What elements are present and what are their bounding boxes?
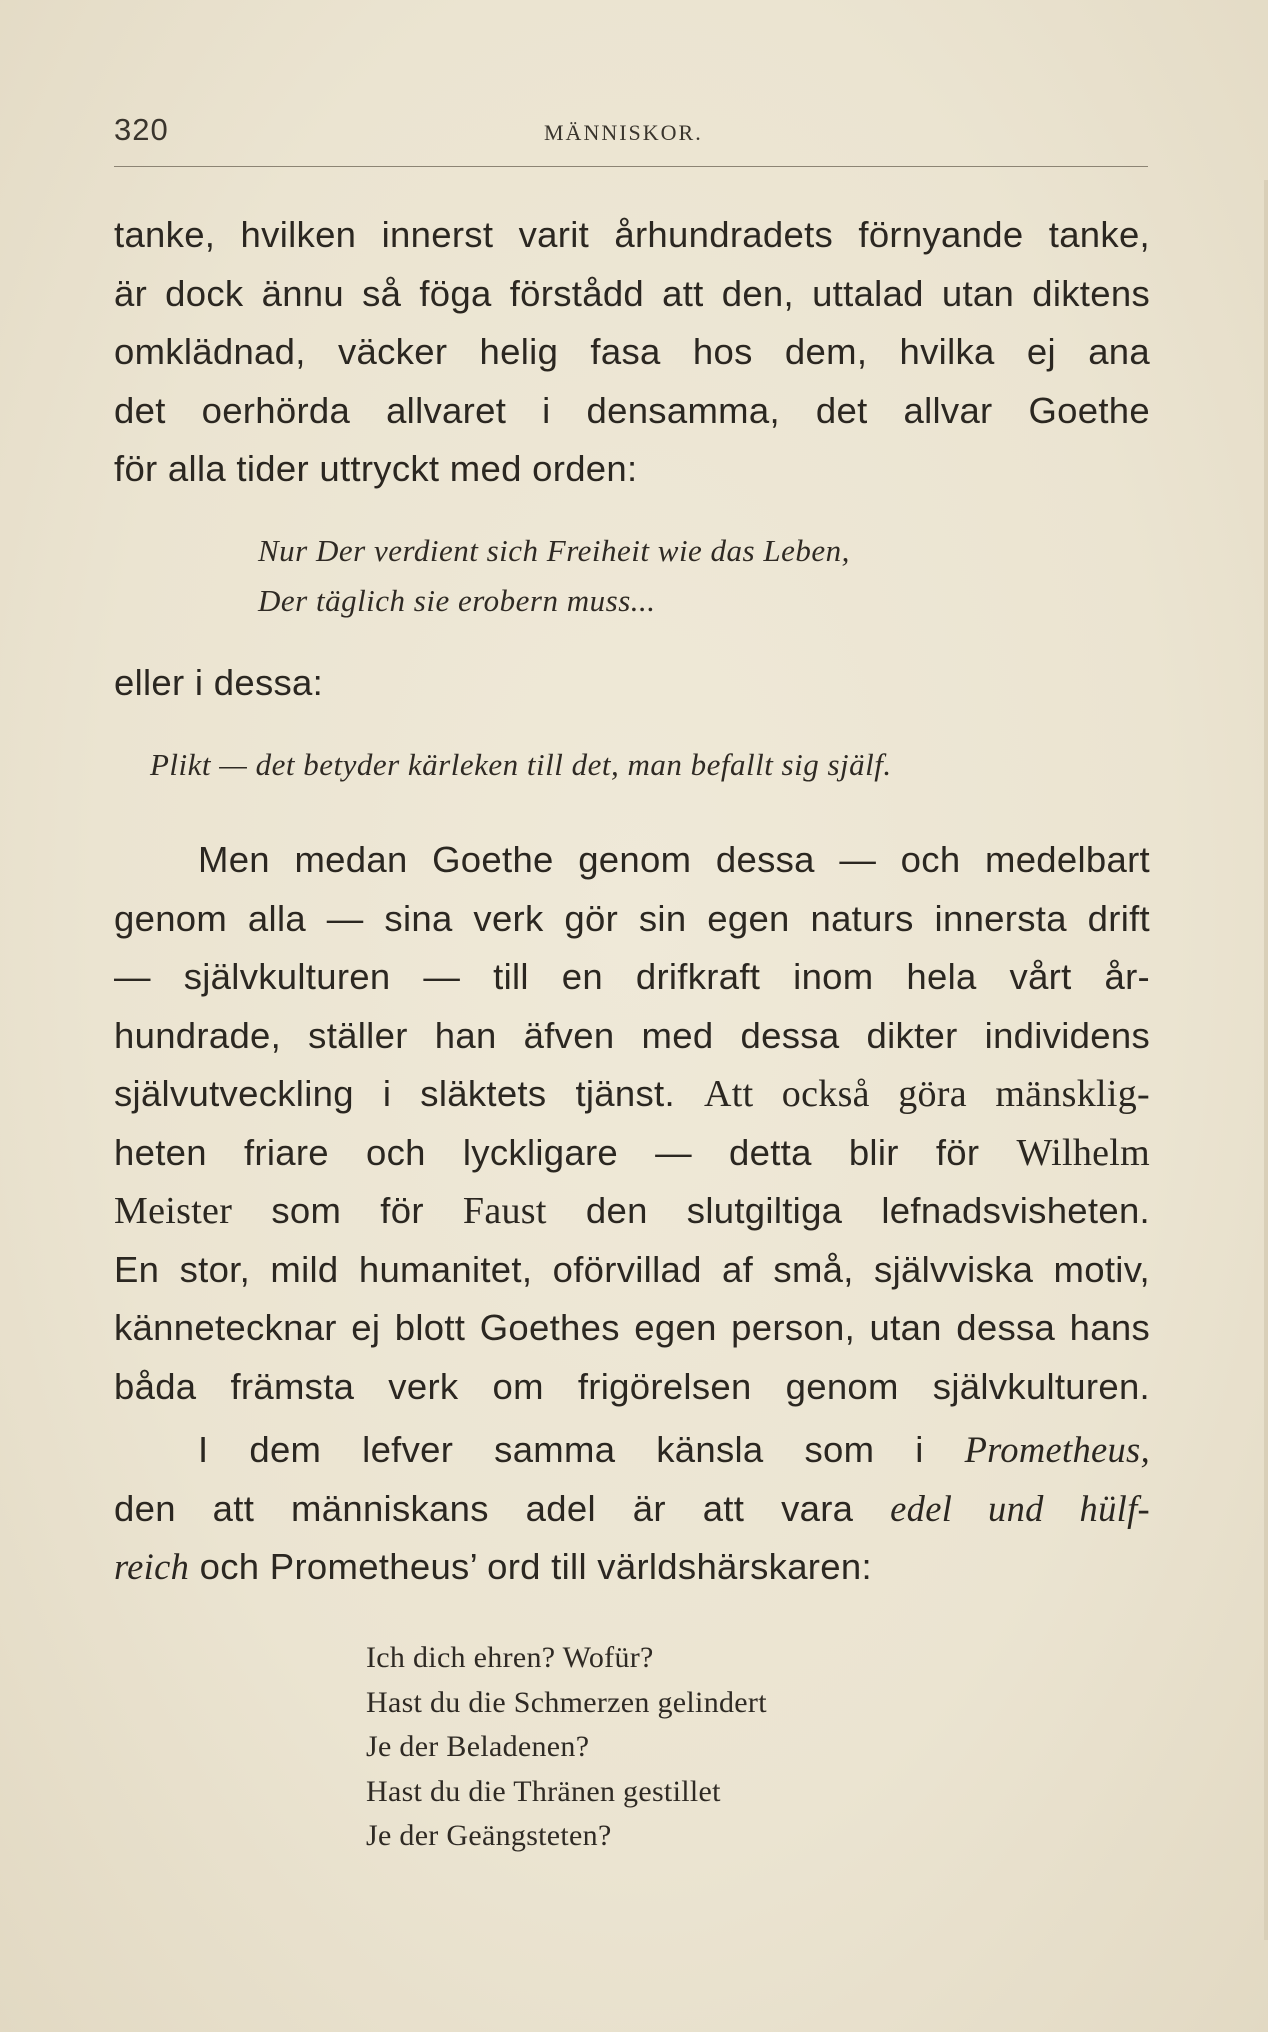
text-fragment: Att också göra mänsklig- — [703, 1073, 1150, 1115]
text-line: båda främsta verk om frigörelsen genom självkulturen. — [114, 1365, 1150, 1407]
running-head: MÄNNISKOR. — [544, 120, 703, 145]
quote-goethe-freiheit — [258, 526, 850, 626]
text-line: eller i dessa: — [114, 662, 324, 703]
poem-line: Je der Geängsteten? — [366, 1819, 612, 1852]
poem-line: Ich dich ehren? Wofür? — [366, 1641, 654, 1674]
text-line: En stor, mild humanitet, oförvillad af små, självviska motiv, — [114, 1248, 1150, 1290]
text-fragment: självutveckling i släktets tjänst. — [114, 1073, 675, 1114]
paragraph-2 — [114, 831, 1150, 1416]
text-line: omklädnad, väcker helig fasa hos dem, hvilka ej ana — [114, 331, 1150, 372]
text-fragment: som för — [271, 1190, 424, 1231]
italic-phrase: reich — [114, 1546, 190, 1587]
text-fragment: den slutgiltiga lefnadsvisheten. — [585, 1190, 1150, 1231]
text-fragment: heten friare och lyckligare — detta blir för — [114, 1131, 980, 1173]
page-number: 320 — [114, 112, 169, 147]
text-fragment: och Prometheus’ ord till världshärskaren: — [199, 1546, 872, 1587]
text-fragment: den att människans adel är att vara — [114, 1487, 854, 1529]
poem-line: Je der Beladenen? — [366, 1730, 590, 1763]
quote-line: Der täglich sie erobern muss... — [258, 583, 656, 618]
text-line — [114, 1538, 1150, 1597]
text-line — [114, 1182, 1150, 1241]
text-line: genom alla — sina verk gör sin egen naturs innersta drift — [114, 897, 1150, 939]
quote-line: Plikt — det betyder kärleken till det, man befallt sig själf. — [150, 747, 892, 782]
italic-phrase: edel und hülf- — [890, 1487, 1150, 1529]
faust-text: Faust — [462, 1190, 547, 1232]
text-line: — självkulturen — till en drifkraft inom hela vårt år- — [114, 956, 1150, 997]
paragraph-1 — [114, 206, 1150, 499]
text-fragment: I dem lefver samma känsla som i — [198, 1429, 924, 1470]
text-line: hundrade, ställer han äfven med dessa dikter individens — [114, 1014, 1150, 1056]
text-line: Men medan Goethe genom dessa — och medelbart — [198, 839, 1150, 880]
text-line: kännetecknar ej blott Goethes egen person, utan dessa hans — [114, 1307, 1150, 1348]
wilhelm-text: Wilhelm — [1016, 1131, 1150, 1174]
text-line — [114, 1065, 1150, 1124]
page-header — [114, 112, 1148, 152]
poem-line: Hast du die Thränen gestillet — [366, 1774, 721, 1808]
connector-line — [114, 654, 1150, 713]
quote-line: Nur Der verdient sich Freiheit wie das Leben, — [258, 533, 850, 568]
prometheus-title: Prometheus, — [964, 1429, 1150, 1470]
text-line: tanke, hvilken innerst varit århundradets förnyande tanke, — [114, 214, 1150, 255]
text-line: för alla tider uttryckt med orden: — [114, 448, 638, 489]
paragraph-3 — [114, 1421, 1150, 1597]
header-rule — [114, 166, 1148, 167]
quote-plikt — [150, 740, 892, 790]
text-line — [114, 1421, 1150, 1480]
text-line: det oerhörda allvaret i densamma, det allvar Goethe — [114, 389, 1150, 431]
text-line — [114, 1480, 1150, 1539]
page-edge — [1264, 180, 1268, 1940]
poem-prometheus — [366, 1636, 767, 1859]
poem-line: Hast du die Schmerzen gelindert — [366, 1685, 767, 1719]
meister-text: Meister — [114, 1190, 233, 1232]
text-line — [114, 1124, 1150, 1183]
text-line: är dock ännu så föga förstådd att den, uttalad utan diktens — [114, 272, 1150, 314]
